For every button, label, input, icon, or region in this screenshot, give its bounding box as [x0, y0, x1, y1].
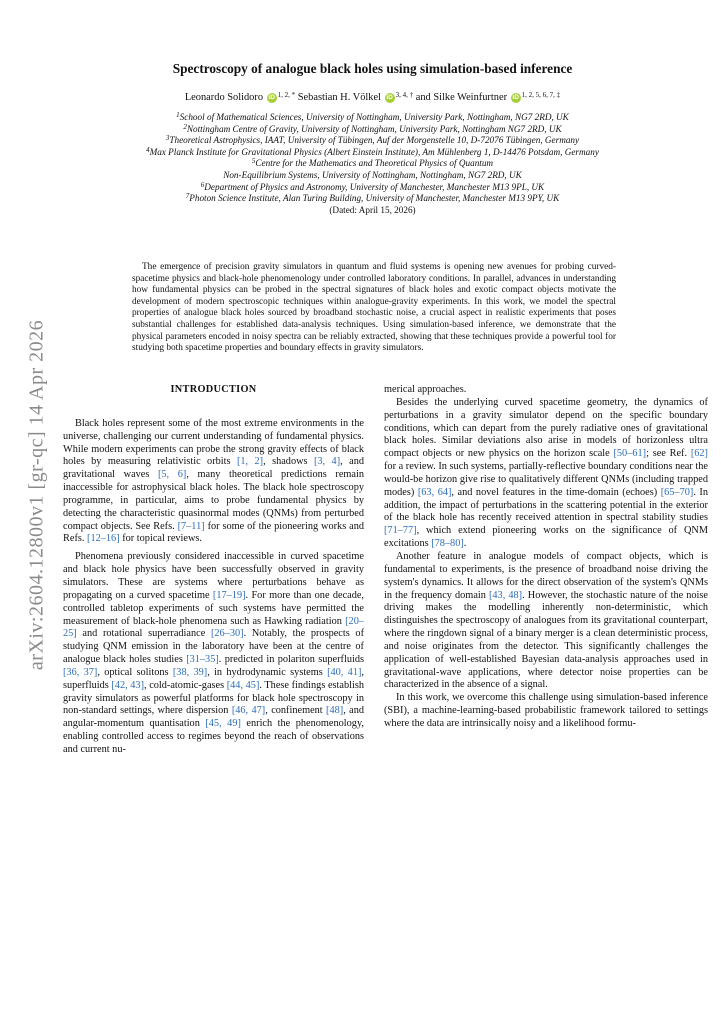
text-run: and rotational superradiance	[76, 628, 211, 640]
author-list	[0, 92, 721, 103]
text-run: Phenomena previously considered inaccessible in curved spacetime and black hole physics have been successfully observed in gravity simulators. These are systems where perturbations behave as propagating on a curved spacetime	[63, 551, 364, 601]
text-run: , superfluids	[63, 666, 364, 691]
citation-link[interactable]: [43, 48]	[488, 589, 523, 601]
text-run: for a review. In such systems, partially-reflective boundary conditions near the would-be horizon give rise to qualitatively different QNMs (including trapped modes)	[384, 461, 708, 498]
paragraph	[63, 551, 364, 757]
text-run: . These findings establish gravity simulators as powerful platforms for black hole spectroscopy in non-standard settings, where dispersion	[63, 679, 364, 717]
affiliation: $^5$Centre for the Mathematics and Theoretical Physics of Quantum	[251, 157, 494, 169]
author-3-sup: 1, 2, 5, 6, 7, ‡	[521, 91, 561, 99]
text-run: . In addition, the impact of perturbations in the scattering potential in the exterior of the black hole has recently received attention in spectral stability studies	[384, 486, 709, 524]
affiliations	[0, 112, 721, 216]
text-run: Another feature in analogue models of compact objects, which is fundamental to experiments, is the presence of broadband noise driving the system's dynamics. It allows for the direct observation of the system's QNMs in the frequency domain	[384, 550, 708, 601]
arxiv-stamp: arXiv:2604.12800v1 [gr-qc] 14 Apr 2026	[25, 319, 48, 671]
text-run: , and angular-momentum quantisation	[63, 705, 365, 730]
text-run: In this work, we overcome this challenge using simulation-based inference (SBI), a machine-learning-based probabilistic framework tailored to settings where the data are intrinsically noisy and a likelihood formu-	[384, 692, 708, 729]
paragraph	[63, 418, 364, 546]
citation-link[interactable]: [20–25]	[63, 615, 364, 640]
author-2: Sebastian H. Völkel	[297, 92, 381, 103]
affiliation: $^4$Max Planck Institute for Gravitational Physics (Albert Einstein Institute), Am Mühlenberg 1, D-14476 Potsdam, Germany	[146, 145, 599, 157]
dated-line: (Dated: April 15, 2026)	[329, 204, 416, 215]
orcid-icon[interactable]: iD	[512, 94, 519, 101]
text-run: .	[463, 538, 467, 550]
affiliation: $^7$Photon Science Institute, Alan Turing Building, University of Manchester, Manchester M13 9PY, UK	[185, 192, 560, 204]
text-run: . predicted in polariton superfluids	[218, 654, 364, 666]
text-run: for some of the pioneering works and Refs.	[63, 520, 364, 545]
affiliation: $^1$School of Mathematical Sciences, University of Nottingham, University Park, Nottingham, NG7 2RD, UK	[176, 111, 569, 122]
citation-link[interactable]: [3, 4]	[313, 456, 341, 468]
citation-link[interactable]: [45, 49]	[205, 718, 241, 730]
text-run: , cold-atomic-gases	[144, 679, 227, 691]
section-heading: INTRODUCTION	[170, 384, 257, 395]
citation-link[interactable]: [26–30]	[210, 628, 244, 640]
paragraph	[384, 397, 708, 551]
affiliation: $^6$Department of Physics and Astronomy, University of Manchester, Manchester M13 9PL, UK	[200, 180, 545, 192]
citation-link[interactable]: [7–11]	[177, 520, 205, 532]
paragraph	[384, 692, 708, 731]
citation-link[interactable]: [12–16]	[87, 533, 120, 545]
author-1-sup: 1, 2, *	[277, 91, 296, 99]
citation-link[interactable]: [63, 64]	[417, 486, 452, 498]
text-run: , optical solitons	[97, 666, 173, 678]
author-2-sup: 3, 4, †	[395, 91, 414, 99]
citation-link[interactable]: [50–61]	[613, 448, 647, 460]
citation-link[interactable]: [1, 2]	[236, 456, 264, 468]
citation-link[interactable]: [46, 47]	[231, 705, 266, 717]
text-run: , confinement	[265, 705, 327, 717]
citation-link[interactable]: [17–19]	[212, 589, 246, 601]
text-run: , in hydrodynamic systems	[207, 666, 328, 678]
paragraph	[384, 551, 708, 692]
citation-link[interactable]: [38, 39]	[172, 666, 208, 678]
paragraph	[384, 384, 708, 397]
text-run: enrich the phenomenology, enabling controlled access to regimes beyond the reach of observations and current nu-	[63, 718, 364, 755]
citation-link[interactable]: [48]	[326, 705, 344, 717]
citation-link[interactable]: [36, 37]	[63, 666, 98, 678]
text-run: Besides the underlying curved spacetime geometry, the dynamics of perturbations in a gravity simulator depend on the specific boundary conditions, which can depart from the purely radiative ones of gravitational black holes. Similar deviations also arise in models of horizonless ultra compact objects or new physics on the horizon scale	[384, 396, 708, 460]
affiliation: $^3$Theoretical Astrophysics, IAAT, University of Tübingen, Auf der Morgenstelle 10, D-72076 Tübingen, Germany	[165, 134, 580, 146]
text-run: , shadows	[263, 456, 314, 468]
citation-link[interactable]: [31–35]	[186, 654, 219, 666]
author-3: Silke Weinfurtner	[433, 92, 508, 103]
text-run: . However, the stochastic nature of the noise driving makes the modelling inherently non-deterministic, which distinguishes the spectroscopy of analogues from its gravitational counterpart, where the ringdown signal of a binary merger is a clean deterministic process, and noise originates from the detector. This significantly challenges the application of well-established Bayesian data-analysis approaches used in gravitational-wave applications, where detector noise properties can be characterized in the absence of a signal.	[384, 589, 708, 691]
text-run: , which extend pioneering works on the significance of QNM excitations	[384, 525, 708, 550]
right-column	[384, 384, 708, 731]
citation-link[interactable]: [62]	[690, 448, 708, 460]
abstract: The emergence of precision gravity simulators in quantum and fluid systems is opening new avenues for probing curved-spacetime physics and black-hole phenomenology under controlled laboratory conditions. In parallel, advances in understanding how fundamental physics can be probed in the spectral signatures of black holes and exotic compact objects motivate the development of modern spectroscopic techniques within analogue-gravity experiments. In this work, we model the spectral properties of analogue black holes sourced by broadband stochastic noise, a crucial aspect in realistic experiments that poses substantial challenges for established data-analysis techniques. Using simulation-based inference, we demonstrate that the physical parameters encoded in noisy spectra can be reliably extracted, showing that these techniques provide a powerful tool for studying both spacetime properties and boundary effects in gravity simulators.	[132, 262, 616, 354]
citation-link[interactable]: [78–80]	[431, 538, 464, 550]
affiliation: $^2$Nottingham Centre of Gravity, University of Nottingham, University Park, Nottingham NG7 2RD, UK	[183, 122, 562, 134]
affiliation: Non-Equilibrium Systems, University of Nottingham, Nottingham, NG7 2RD, UK	[223, 169, 522, 180]
text-run: , many theoretical predictions remain inaccessible for astrophysical black holes. The black hole spectroscopy programme, in particular, aims to probe fundamental physics by detecting the characteristic quasinormal modes (QNMs) from perturbed compact objects. See Refs.	[63, 469, 364, 532]
text-run: . For more than one decade, controlled tabletop experiments of such systems have permitted the measurement of black-hole phenomena such as Hawking radiation	[63, 589, 364, 627]
paper-title: Spectroscopy of analogue black holes using simulation-based inference	[172, 61, 573, 76]
author-and: and	[415, 92, 431, 103]
author-1: Leonardo Solidoro	[184, 92, 264, 103]
text-run: , and gravitational waves	[63, 456, 364, 481]
citation-link[interactable]: [40, 41]	[327, 666, 362, 678]
orcid-icon[interactable]: iD	[386, 94, 393, 101]
text-run: merical approaches.	[384, 384, 467, 395]
text-run: for topical reviews.	[119, 533, 202, 545]
text-run: ; see Ref.	[646, 448, 691, 460]
citation-link[interactable]: [71–77]	[384, 525, 417, 537]
citation-link[interactable]: [65–70]	[660, 486, 694, 498]
left-column	[63, 384, 364, 757]
orcid-icon[interactable]: iD	[268, 94, 275, 101]
text-run: Black holes represent some of the most extreme environments in the universe, challenging our current understanding of fundamental physics. While modern experiments can probe the strong gravity effects of black holes by measuring relativistic orbits	[63, 417, 364, 468]
citation-link[interactable]: [5, 6]	[157, 469, 187, 481]
text-run: , and novel features in the time-domain (echoes)	[451, 486, 661, 498]
text-run: . Notably, the prospects of studying QNM emission in the laboratory have been at the centre of analogue black holes studies	[63, 628, 365, 666]
citation-link[interactable]: [44, 45]	[226, 679, 260, 691]
citation-link[interactable]: [42, 43]	[111, 679, 145, 691]
